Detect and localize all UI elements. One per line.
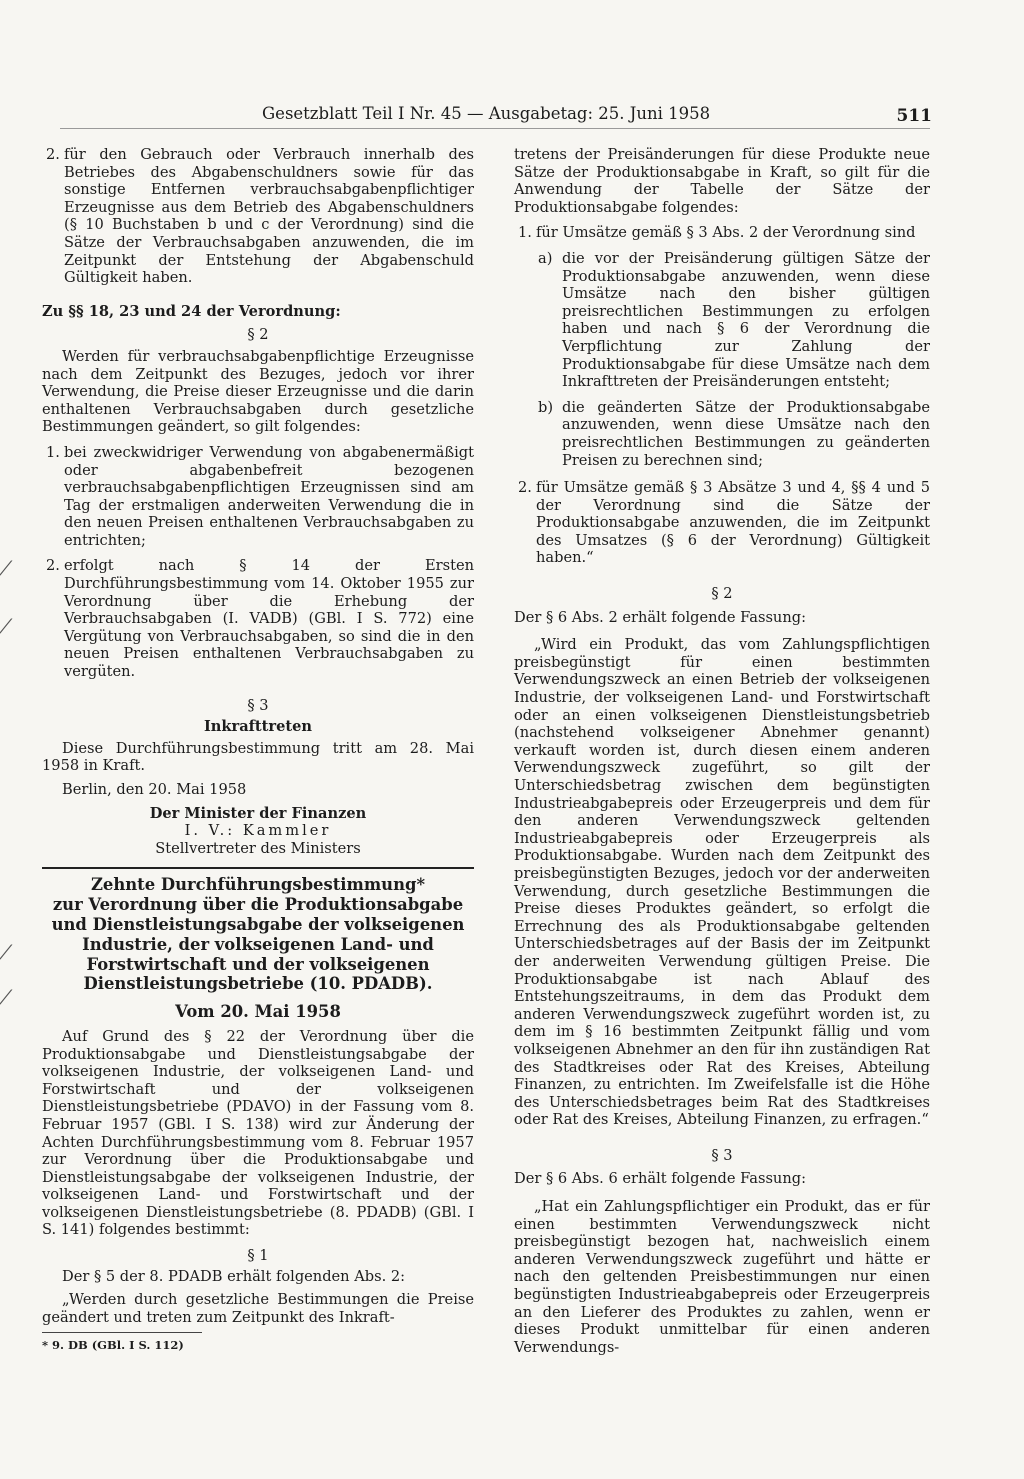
page-header: [262, 100, 932, 130]
footnote: * 9. DB (GBl. I S. 112): [42, 1338, 184, 1353]
section-heading: Inkrafttreten: [203, 718, 313, 736]
paragraph-text: Der § 5 der 8. PDADB erhält folgenden Abs. 2:: [62, 1267, 406, 1285]
paragraph-text: tretens der Preisänderungen für diese Produkte neue Sätze der Produktionsabgabe in Kraft, so gilt für die Anwendung der Tabelle der Sätze der Produktionsabgabe folgendes:: [514, 146, 930, 216]
list-item: 2. für Umsätze gemäß § 3 Absätze 3 und 4, §§ 4 und 5 der Verordnung sind die Sätze der Produktionsabgabe anzuwenden, die im Zeitpunkt des Umsatzes (§ 6 der Verordnung) Gültigkeit haben.“: [518, 479, 930, 567]
left-column: [42, 146, 474, 1355]
margin-mark: ⁄: [4, 614, 8, 638]
signature-role: Stellvertreter des Ministers: [155, 839, 361, 857]
margin-mark: ⁄: [4, 940, 8, 964]
section-divider: [42, 867, 474, 869]
document-subtitle: zur Verordnung über die Produktionsabgabe und Dienstleistungsabgabe der volkseigenen Industrie, der volkseigenen Land- und Forstwirtschaft und der volkseigenen Dienstleistungsbetriebe (10. PDADB).: [51, 895, 465, 994]
minister-title: Der Minister der Finanzen: [149, 804, 367, 822]
paragraph-text: Der § 6 Abs. 2 erhält folgende Fassung:: [514, 608, 806, 626]
gazette-title: Gesetzblatt Teil I Nr. 45 — Ausgabetag: 25. Juni 1958: [262, 104, 711, 123]
quoted-text: „Werden durch gesetzliche Bestimmungen die Preise geändert und treten zum Zeitpunkt des Inkraft-: [42, 1291, 474, 1326]
paragraph-number: § 2: [711, 585, 733, 603]
right-column: [514, 146, 930, 1356]
margin-mark: ⁄: [4, 985, 8, 1009]
quoted-text: „Wird ein Produkt, das vom Zahlungspflichtigen preisbegünstigt für einen bestimmten Verwendungszweck an einen Betrieb der volkseigenen Industrie, der volkseigenen Land- und Forstwirtschaft oder an einen volkseigenen Dienstleistungsbetrieb (nachstehend volkseigener Abnehmer genannt) verkauft worden ist, durch diesen einem anderen Verwendungszweck zugeführt, so gilt der Unterschiedsbetrag zwischen dem begünstigten Industrieabgabepreis oder Erzeugerpreis und dem für den anderen Verwendungszweck geltenden Industrieabgabepreis oder Erzeugerpreis als Produktionsabgabe. Wurden nach dem Zeitpunkt des preisbegünstigten Bezuges, jedoch vor der anderweiten Verwendung, durch gesetzliche Bestimmungen die Preise dieses Produktes geändert, so erfolgt die Errechnung des als Produktionsabgabe geltenden Unterschiedsbetrages auf der Basis der im Zeitpunkt der anderweiten Verwendung gültigen Preise. Die Produktionsabgabe ist nach Ablauf des Entstehungszeitraums, in dem das Produkt dem anderen Verwendungszweck zugeführt worden ist, zu dem im § 16 bestimmten Zeitpunkt fällig und vom volkseigenen Abnehmer an den für ihn zuständigen Rat des Stadtkreises oder Rat des Kreises, Abteilung Finanzen, zu entrichten. Im Zweifelsfalle ist die Höhe des Unterschiedsbetrages beim Rat des Stadtkreises oder Rat des Kreises, Abteilung Finanzen, zu erfragen.“: [514, 636, 930, 1129]
document-title: Zehnte Durchführungsbestimmung*: [90, 875, 426, 895]
margin-mark: ⁄: [4, 556, 8, 580]
signature: I. V.: Kammler: [184, 822, 332, 840]
document-date: Vom 20. Mai 1958: [175, 1002, 341, 1022]
preamble: Auf Grund des § 22 der Verordnung über die Produktionsabgabe und Dienstleistungsabgabe der volkseigenen Industrie, der volkseigenen Land- und Forstwirtschaft und der volkseigenen Dienstleistungsbetriebe (PDAVO) in der Fassung vom 8. Februar 1957 (GBl. I S. 138) wird zur Änderung der Achten Durchführungsbestimmung vom 8. Februar 1957 zur Verordnung über die Produktionsabgabe und Dienstleistungsabgabe der volkseigenen Industrie, der volkseigenen Land- und Forstwirtschaft und der volkseigenen Dienstleistungsbetriebe (8. PDADB) (GBl. I S. 141) folgendes bestimmt:: [42, 1027, 474, 1239]
paragraph-text: Diese Durchführungsbestimmung tritt am 28. Mai 1958 in Kraft.: [42, 739, 474, 775]
list-item: 1. für Umsätze gemäß § 3 Abs. 2 der Verordnung sind: [518, 224, 916, 242]
paragraph-text: Der § 6 Abs. 6 erhält folgende Fassung:: [514, 1170, 806, 1188]
paragraph-text: Werden für verbrauchsabgabenpflichtige Erzeugnisse nach dem Zeitpunkt des Bezuges, jedoch vor ihrer Verwendung, die Preise dieser Erzeugnisse und die darin enthaltenen Verbrauchsabgaben durch gesetzliche Bestimmungen geändert, so gilt folgendes:: [42, 347, 474, 436]
page-number: 511: [896, 106, 932, 126]
paragraph-number: § 3: [247, 696, 269, 714]
sub-list-item: a) die vor der Preisänderung gültigen Sätze der Produktionsabgabe anzuwenden, wenn diese Umsätze nach den bisher gültigen preisrechtlichen Bestimmungen zu erfolgen haben und nach § 6 der Verordnung die Verpflichtung zur Zahlung der Produktionsabgabe für diese Umsätze nach dem Inkrafttreten der Preisänderungen entsteht;: [538, 249, 930, 391]
quoted-text: „Hat ein Zahlungspflichtiger ein Produkt, das er für einen bestimmten Verwendungszweck nicht preisbegünstigt bezogen hat, nachweislich einem anderen Verwendungszweck zugeführt und hätte er nach den geltenden Preisbestimmungen nur einen begünstigten Industrieabgabepreis oder Erzeugerpreis an den Lieferer des Produktes zu zahlen, wenn er dieses Produkt unmittelbar für einen anderen Verwendungs-: [514, 1198, 930, 1356]
list-item: 1. bei zweckwidriger Verwendung von abgabenermäßigt oder abgabenbefreit bezogenen verbrauchsabgabenpflichtigen Erzeugnissen sind am Tag der erstmaligen anderweiten Verwendung die in den neuen Preisen enthaltenen Verbrauchsabgaben zu entrichten;: [46, 443, 474, 549]
sub-list-item: b) die geänderten Sätze der Produktionsabgabe anzuwenden, wenn diese Umsätze nach den preisrechtlichen Bestimmungen zu geänderten Preisen zu berechnen sind;: [538, 398, 930, 469]
footnote-rule: [42, 1332, 202, 1333]
list-item: 2. erfolgt nach § 14 der Ersten Durchführungsbestimmung vom 14. Oktober 1955 zur Verordnung über die Erhebung der Verbrauchsabgaben (I. VADB) (GBl. I S. 772) eine Vergütung von Verbrauchsabgaben, so sind die in den neuen Preisen enthaltenen Verbrauchsabgaben zu vergüten.: [46, 557, 474, 681]
list-item: 2. für den Gebrauch oder Verbrauch innerhalb des Betriebes des Abgabenschuldners sowie für das sonstige Entfernen verbrauchsabgabenpflichtiger Erzeugnisse aus dem Betrieb des Abgabenschuldners (§ 10 Buchstaben b und c der Verordnung) sind die Sätze der Verbrauchsabgaben anzuwenden, die im Zeitpunkt der Entstehung der Abgabenschuld Gültigkeit haben.: [46, 146, 474, 287]
paragraph-number: § 3: [711, 1146, 733, 1164]
paragraph-number: § 2: [247, 326, 269, 344]
section-heading: Zu §§ 18, 23 und 24 der Verordnung:: [42, 302, 341, 320]
place-date: Berlin, den 20. Mai 1958: [62, 781, 247, 798]
paragraph-number: § 1: [247, 1247, 269, 1265]
header-rule: [60, 128, 930, 129]
